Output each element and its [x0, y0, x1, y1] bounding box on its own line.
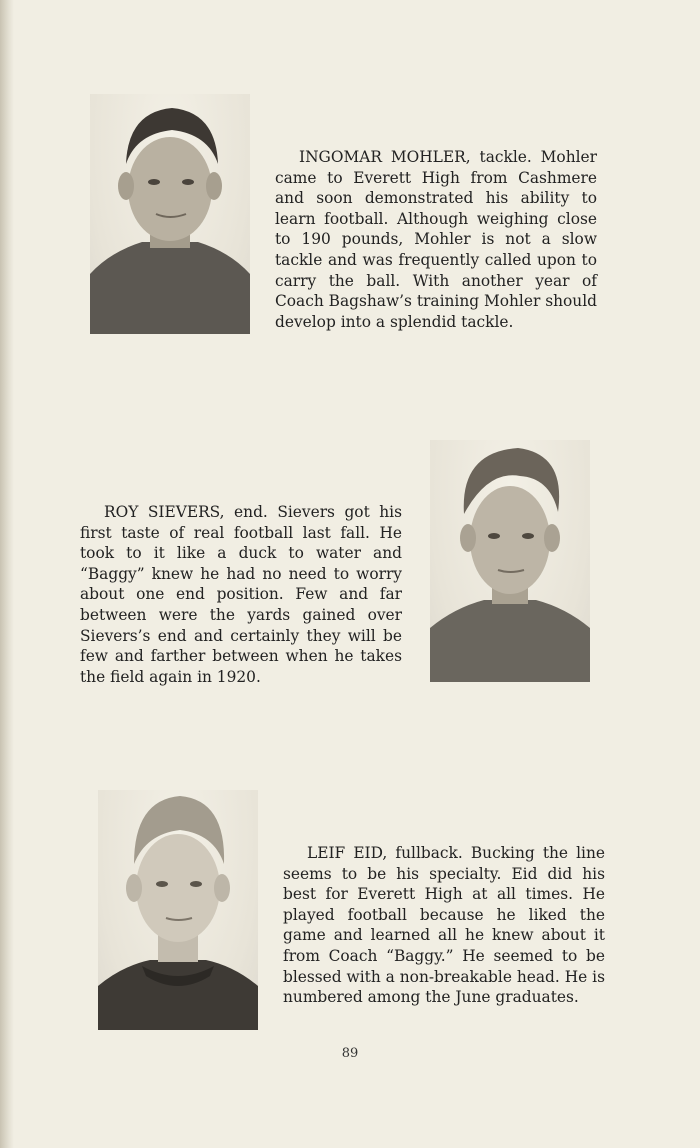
player-photo-eid — [98, 790, 258, 1030]
player-bio-eid: LEIF EID, fullback. Bucking the line seems to be his specialty. Eid did his best for Everett High at all times. He played football because he liked the game and learned all he knew about it from Coach “Baggy.” He seemed to be blessed with a non-breakable head. He is numbered among the June graduates. — [283, 844, 605, 1007]
page-number: 89 — [341, 1046, 359, 1061]
player-photo-sievers — [430, 440, 590, 682]
player-bio-mohler: INGOMAR MOHLER, tackle. Mohler came to Everett High from Cashmere and soon demonstrated his ability to learn football. Although weighing close to 190 pounds, Mohler is not a slow tackle and was frequently called upon to carry the ball. With another year of Coach Bagshaw’s training Mohler should develop into a splendid tackle. — [275, 148, 597, 331]
page-binding-shadow — [0, 0, 14, 1148]
player-photo-mohler — [90, 94, 250, 334]
player-bio-sievers: ROY SIEVERS, end. Sievers got his first taste of real football last fall. He took to it like a duck to water and “Baggy” knew he had no need to worry about one end position. Few and far between were the yards gained over Sievers’s end and certainly they will be few and farther between when he takes the field again in 1920. — [80, 503, 402, 686]
